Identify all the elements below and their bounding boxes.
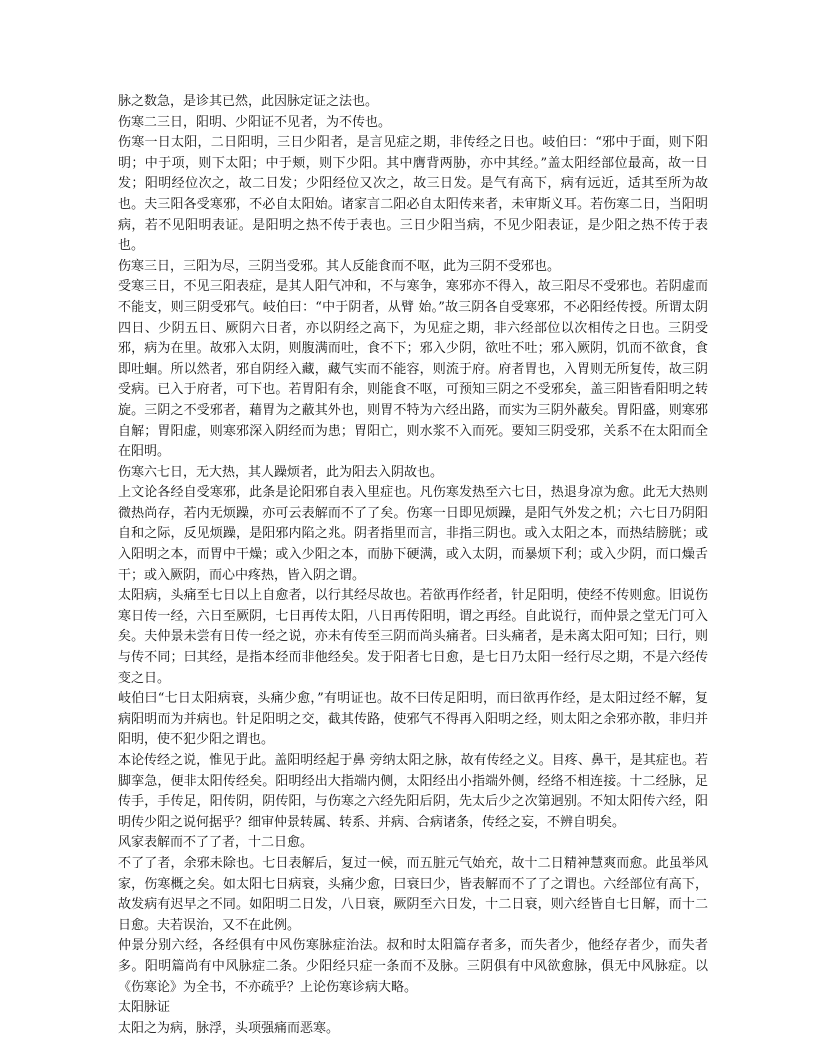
paragraph-commentary-yang-enters-yin: 上文论各经自受寒邪，此条是论阳邪自表入里症也。凡伤寒发热至六七日，热退身凉为愈。此无大热则微热尚存，若内无烦躁，亦可云表解而不了了矣。伤寒一日即见烦躁，是阳气外发之机；六七日乃阴阳自和之际，反见烦躁，是阳邪内陷之兆。阴者指里而言，非指三阴也。或入太阳之本，而热结膀胱；或入阳明之本，而胃中干燥；或入少阳之本，而胁下硬满，或入太阴，而暴烦下利；或入少阴，而口燥舌干；或入厥阴，而心中疼热，皆入阴之谓。: [118, 485, 708, 583]
paragraph-taiyang-headache: 太阳病，头痛至七日以上自愈者，以行其经尽故也。若欲再作经者，针足阳明，使经不传则愈。旧说伤寒日传一经，六日至厥阴，七日再传太阳，八日再传阳明，谓之再经。自此说行，而仲景之堂无门可入矣。夫仲景未尝有日传一经之说，亦未有传至三阴而尚头痛者。曰头痛者，是未离太阳可知；曰行，则与传不同；曰其经，是指本经而非他经矣。发于阳者七日愈，是七日乃太阳一经行尽之期，不是六经传变之日。: [118, 588, 708, 686]
paragraph-meridian-transmission: 本论传经之说，惟见于此。盖阳明经起于鼻 旁纳太阳之脉，故有传经之义。目疼、鼻干，是其症也。若脚挛急，便非太阳传经矣。阳明经出大指端内侧，太阳经出小指端外侧，经络不相连接。十二经脉，足传手，手传足，阳传阴，阴传阳，与伤寒之六经先阳后阴，先太后少之次第迥别。不知太阳传六经，阳明传少阳之说何据乎？细审仲景转属、转系、并病、合病诸条，传经之妄，不辨自明矣。: [118, 753, 708, 830]
paragraph-pulse-rapid: 脉之数急，是诊其已然，此因脉定证之法也。: [118, 94, 379, 109]
paragraph-wind-twelve-days: 风家表解而不了了者，十二日愈。: [118, 835, 314, 851]
paragraph-six-meridians-summary: 仲景分别六经，各经俱有中风伤寒脉症治法。叔和时太阳篇存者多，而失者少，他经存者少，而失者多。阳明篇尚有中风脉症二条。少阳经只症一条而不及脉。三阴俱有中风欲愈脉，俱无中风脉症。以《伤寒论》为全书，不亦疏乎？上论伤寒诊病大略。: [118, 938, 708, 995]
paragraph-commentary-residual-evil: 不了了者，余邪未除也。七日表解后，复过一候，而五脏元气始充，故十二日精神慧爽而愈。此虽举风家，伤寒概之矣。如太阳七日病衰，头痛少愈，曰衰曰少，皆表解而不了了之谓也。六经部位有高下，故发病有迟早之不同。如阳明二日发，八日衰，厥阴至六日发，十二日衰，则六经皆自七日解，而十二日愈。夫若误治，又不在此例。: [118, 855, 708, 933]
paragraph-commentary-three-yang: 伤寒一日太阳，二日阳明，三日少阳者，是言见症之期，非传经之日也。岐伯曰：“邪中于面，则下阳明；中于项，则下太阳；中于颊，则下少阳。其中膺背两胁，亦中其经。”盖太阳经部位最高，故一日发；阳明经位次之，故二日发；少阳经位又次之，故三日发。是气有高下，病有远近，适其至所为故也。夫三阳各受寒邪，不必自太阳始。诸家言二阳必自太阳传来者，未审斯义耳。若伤寒二日，当阳明病，若不见阳明表证。是阳明之热不传于表也。三日少阳当病，不见少阳表证，是少阳之热不传于表也。: [118, 135, 708, 254]
paragraph-cold-day-two-three: 伤寒二三日，阳明、少阳证不见者，为不传也。: [118, 114, 392, 130]
paragraph-qibo-day-seven: 岐伯曰“七日太阳病衰，头痛少愈，”有明证也。故不曰传足阳明，而曰欲再作经，是太阳过经不解，复病阳明而为并病也。针足阳明之交，截其传路，使邪气不得再入阳明之经，则太阳之余邪亦散，非归并阳明，使不犯少阳之谓也。: [118, 691, 708, 748]
paragraph-taiyang-definition: 太阳之为病，脉浮，头项强痛而恶寒。: [118, 1020, 340, 1036]
section-heading-taiyang: 太阳脉证: [118, 1000, 171, 1016]
document-page: [118, 92, 708, 1039]
paragraph-cold-day-three: 伤寒三日，三阳为尽，三阴当受邪。其人反能食而不呕，此为三阴不受邪也。: [118, 258, 561, 274]
paragraph-commentary-three-yin: 受寒三日，不见三阳表症，是其人阳气冲和，不与寒争，寒邪亦不得入，故三阳尽不受邪也。若阴虚而不能支，则三阴受邪气。岐伯曰：“中于阴者，从臂 始。”故三阴各自受寒邪，不必阳经传授。所谓太阴四日、少阴五日、厥阴六日者，亦以阴经之高下，为见症之期，非六经部位以次相传之日也。三阴受邪，病为在里。故邪入太阴，则腹满而吐，食不下；邪入少阴，欲吐不吐；邪入厥阴，饥而不欲食，食即吐蛔。所以然者，邪自阴经入藏，藏气实而不能容，则流于府。府者胃也，入胃则无所复传，故三阴受病。已入于府者，可下也。若胃阳有余，则能食不呕，可预知三阴之不受邪矣，盖三阳皆看阳明之转旋。三阴之不受邪者，藉胃为之蔽其外也，则胃不特为六经出路，而实为三阴外蔽矣。胃阳盛，则寒邪自解；胃阳虚，则寒邪深入阴经而为患；胃阳亡，则水浆不入而死。要知三阴受邪，关系不在太阳而全在阳明。: [118, 279, 708, 460]
paragraph-cold-day-six-seven: 伤寒六七日，无大热，其人躁烦者，此为阳去入阴故也。: [118, 464, 444, 480]
